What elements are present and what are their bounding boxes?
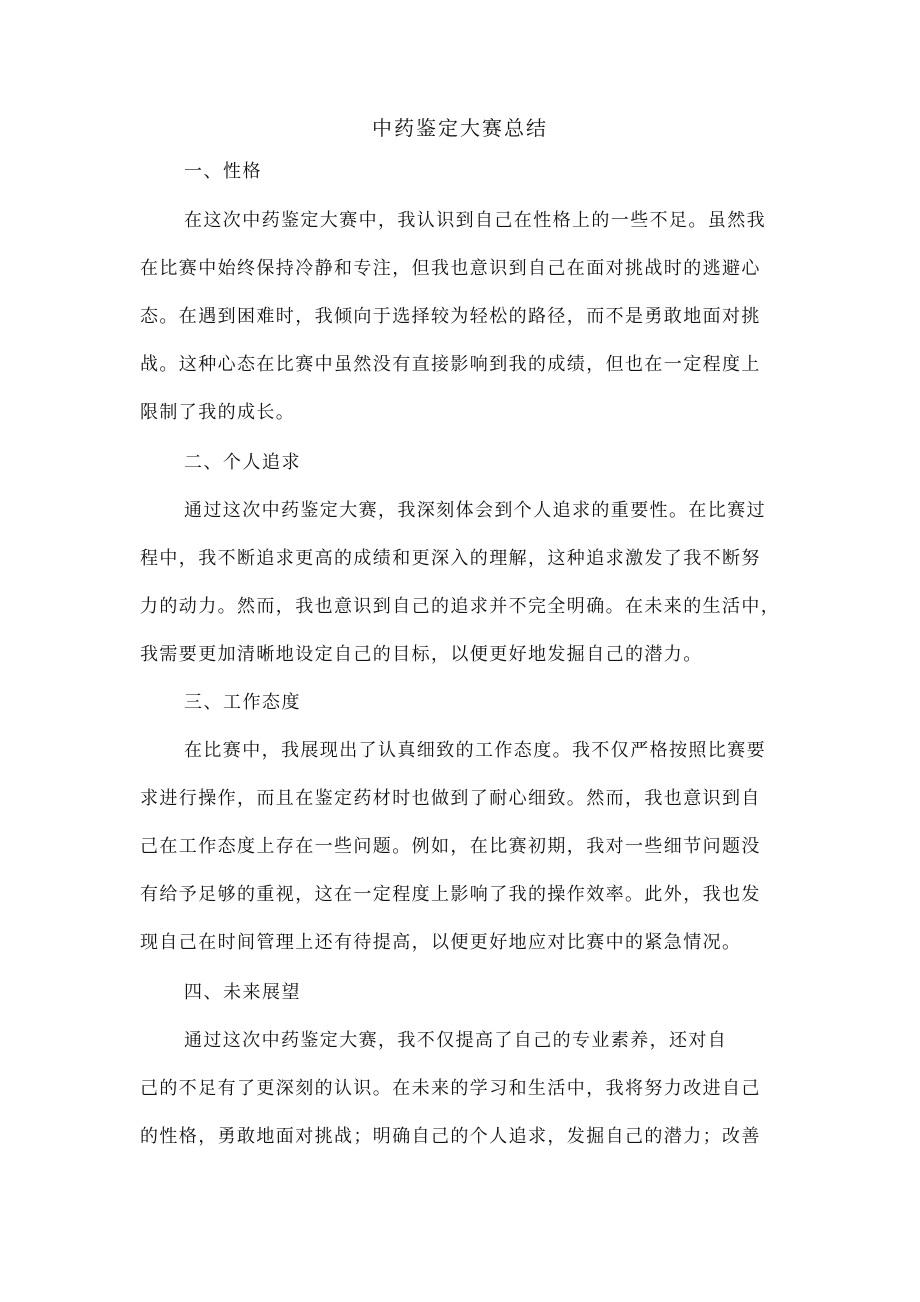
paragraph-line: 的性格，勇敢地面对挑战；明确自己的个人追求，发掘自己的潜力；改善 (140, 1126, 761, 1147)
document-title: 中药鉴定大赛总结 (372, 116, 548, 140)
paragraph-line: 程中，我不断追求更高的成绩和更深入的理解，这种追求激发了我不断努 (140, 548, 761, 569)
paragraph-line: 战。这种心态在比赛中虽然没有直接影响到我的成绩，但也在一定程度上 (140, 354, 761, 375)
paragraph-line: 求进行操作，而且在鉴定药材时也做到了耐心细致。然而，我也意识到自 (140, 788, 761, 809)
paragraph-line: 在比赛中，我展现出了认真细致的工作态度。我不仅严格按照比赛要 (184, 740, 766, 761)
paragraph-line: 限制了我的成长。 (140, 402, 296, 423)
paragraph-line: 在比赛中始终保持冷静和专注，但我也意识到自己在面对挑战时的逃避心 (140, 258, 761, 279)
section-heading-4: 四、未来展望 (184, 982, 301, 1003)
paragraph-line: 己在工作态度上存在一些问题。例如，在比赛初期，我对一些细节问题没 (140, 836, 761, 857)
paragraph-line: 有给予足够的重视，这在一定程度上影响了我的操作效率。此外，我也发 (140, 884, 761, 905)
paragraph-line: 我需要更加清晰地设定自己的目标，以便更好地发掘自己的潜力。 (140, 644, 703, 665)
section-heading-1: 一、性格 (184, 161, 262, 182)
paragraph-line: 通过这次中药鉴定大赛，我深刻体会到个人追求的重要性。在比赛过 (184, 500, 766, 521)
section-heading-3: 三、工作态度 (184, 692, 301, 713)
paragraph-line: 态。在遇到困难时，我倾向于选择较为轻松的路径，而不是勇敢地面对挑 (140, 306, 761, 327)
paragraph-line: 现自己在时间管理上还有待提高，以便更好地应对比赛中的紧急情况。 (140, 932, 742, 953)
paragraph-line: 己的不足有了更深刻的认识。在未来的学习和生活中，我将努力改进自己 (140, 1078, 761, 1099)
paragraph-line: 力的动力。然而，我也意识到自己的追求并不完全明确。在未来的生活中， (140, 596, 781, 617)
paragraph-line: 在这次中药鉴定大赛中，我认识到自己在性格上的一些不足。虽然我 (184, 210, 766, 231)
section-heading-2: 二、个人追求 (184, 452, 301, 473)
paragraph-line: 通过这次中药鉴定大赛，我不仅提高了自己的专业素养，还对自 (184, 1030, 728, 1051)
